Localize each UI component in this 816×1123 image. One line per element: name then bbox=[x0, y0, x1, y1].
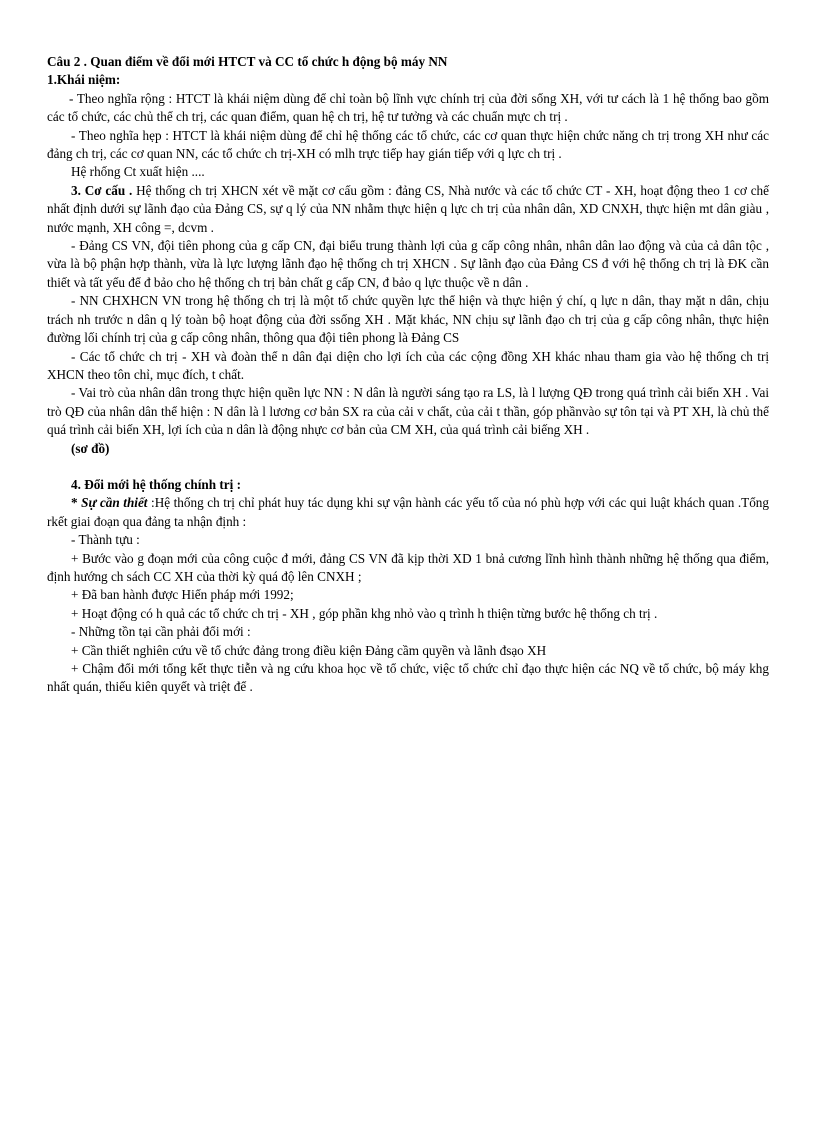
section-1-heading: 1.Khái niệm: bbox=[47, 72, 121, 88]
paragraph-organizations: - Các tổ chức ch trị - XH và đoàn thể n dân đại diện cho lợi ích của các cộng đồng XH khác nhau tham gia vào hệ thống ch trị XHCN theo tôn chỉ, mục đích, t chất. bbox=[47, 348, 769, 382]
necessity-text: :Hệ thống ch trị chỉ phát huy tác dụng khi sự vận hành các yếu tố của nó phù hợp với các qui luật khách quan .Tổng rkết giai đoạn qua đảng ta nhận định : bbox=[47, 495, 769, 529]
paragraph-necessity bbox=[47, 494, 769, 531]
list-item: + Cần thiết nghiên cứu về tổ chức đảng trong điều kiện Đảng cầm quyền và lãnh đsạo XH bbox=[71, 642, 547, 658]
section-3-text: Hệ thống ch trị XHCN xét về mặt cơ cấu gồm : đảng CS, Nhà nước và các tổ chức CT - XH, hoạt động theo 1 cơ chế nhất định dưới sự lãnh đạo của Đảng CS, sự q lý của NN nhằm thực hiện q lực ch trị của nhân dân, XD CNXH, thực hiện mt dân giàu , nước mạnh, XH công =, dcvm . bbox=[47, 182, 769, 235]
list-heading-achievements: - Thành tựu : bbox=[71, 532, 140, 548]
section-3-label: 3. Cơ cấu . bbox=[71, 182, 133, 198]
paragraph-state: - NN CHXHCN VN trong hệ thống ch trị là một tổ chức quyền lực thể hiện và thực hiện ý chí, q lực n dân, thay mặt n dân, chịu trách nh trước n dân q lý toàn bộ hoạt động của đời ssống XH . Mặt khác, NN chịu sự lãnh đạo ch trị của g cấp công nhân, thực hiện đường lối chính trị của g cấp công nhân, thông qua đội tiên phong là Đảng CS bbox=[47, 293, 769, 346]
necessity-label: Sự cần thiết bbox=[81, 495, 148, 511]
document-page bbox=[47, 53, 769, 697]
bullet-star: * bbox=[71, 495, 78, 511]
spacer bbox=[47, 458, 769, 476]
list-item: + Bước vào g đoạn mới của công cuộc đ mới, đảng CS VN đã kịp thời XD 1 bnả cương lĩnh hình thành những hệ thống qua điểm, định hướng ch sách CC XH của thời kỳ quá độ lên CNXH ; bbox=[47, 550, 769, 584]
paragraph-narrow-definition: - Theo nghĩa hẹp : HTCT là khái niệm dùng để chỉ hệ thống các tổ chức, các cơ quan thực hiện chức năng ch trị trong XH như các đảng ch trị, các cơ quan NN, các tổ chức ch trị-XH có mlh trực tiếp hay gián tiếp với q lực ch trị . bbox=[47, 127, 769, 162]
list-heading-shortcomings: - Những tồn tại cần phải đổi mới : bbox=[71, 624, 251, 640]
list-item: + Đã ban hành được Hiến pháp mới 1992; bbox=[71, 587, 294, 603]
diagram-placeholder: (sơ đồ) bbox=[71, 440, 110, 456]
list-item: + Hoạt động có h quả các tổ chức ch trị - XH , góp phần khg nhỏ vào q trình h thiện từng bước hệ thống ch trị . bbox=[71, 605, 658, 621]
document-title: Câu 2 . Quan điểm về đổi mới HTCT và CC tổ chức h động bộ máy NN bbox=[47, 54, 448, 69]
paragraph-people-role: - Vai trò của nhân dân trong thực hiện quền lực NN : N dân là người sáng tạo ra LS, là l lượng QĐ trong quá trình cải biến XH . Vai trò QĐ của nhân dân thể hiện : N dân là l lương cơ bản SX ra của cải v chất, của cải t thần, góp phầnvào sự tôn tại và PT XH, là chủ thể quá trình cải biến XH, lợi ích của n dân là động nhực cơ bản của CM XH, của quá trình cải biếng XH . bbox=[47, 385, 769, 438]
section-4-heading: 4. Đổi mới hệ thống chính trị : bbox=[71, 476, 241, 492]
paragraph-broad-definition: - Theo nghĩa rộng : HTCT là khái niệm dùng để chỉ toàn bộ lĩnh vực chính trị của đời sống XH, với tư cách là 1 hệ thống bao gồm các tổ chức, các chủ thể ch trị, các quan điểm, quan hệ ch trị, hệ tư tưởng và các chuẩn mực ch trị . bbox=[47, 90, 769, 125]
paragraph-party: - Đảng CS VN, đội tiên phong của g cấp CN, đại biểu trung thành lợi của g cấp công nhân, nhân dân lao động và của cả dân tộc , vừa là bộ phận hợp thành, vừa là lực lượng lãnh đạo hệ thống ch trị XHCN . Sự lãnh đạo của Đảng CS đ với hệ thống ch trị là ĐK cần thiết và tất yếu để đ bảo cho hệ thống ch trị bản chất g cấp CN, đ bảo q lực thuộc về n dân . bbox=[47, 238, 769, 290]
list-item: + Chậm đổi mới tổng kết thực tiễn và ng cứu khoa học về tổ chức, việc tổ chức chỉ đạo thực hiện các NQ về tổ chức, bộ máy khg nhất quán, thiếu kiên quyết và triệt để . bbox=[47, 661, 769, 695]
paragraph-structure bbox=[47, 182, 769, 237]
paragraph-origin: Hệ rhống Ct xuất hiện .... bbox=[71, 164, 205, 180]
